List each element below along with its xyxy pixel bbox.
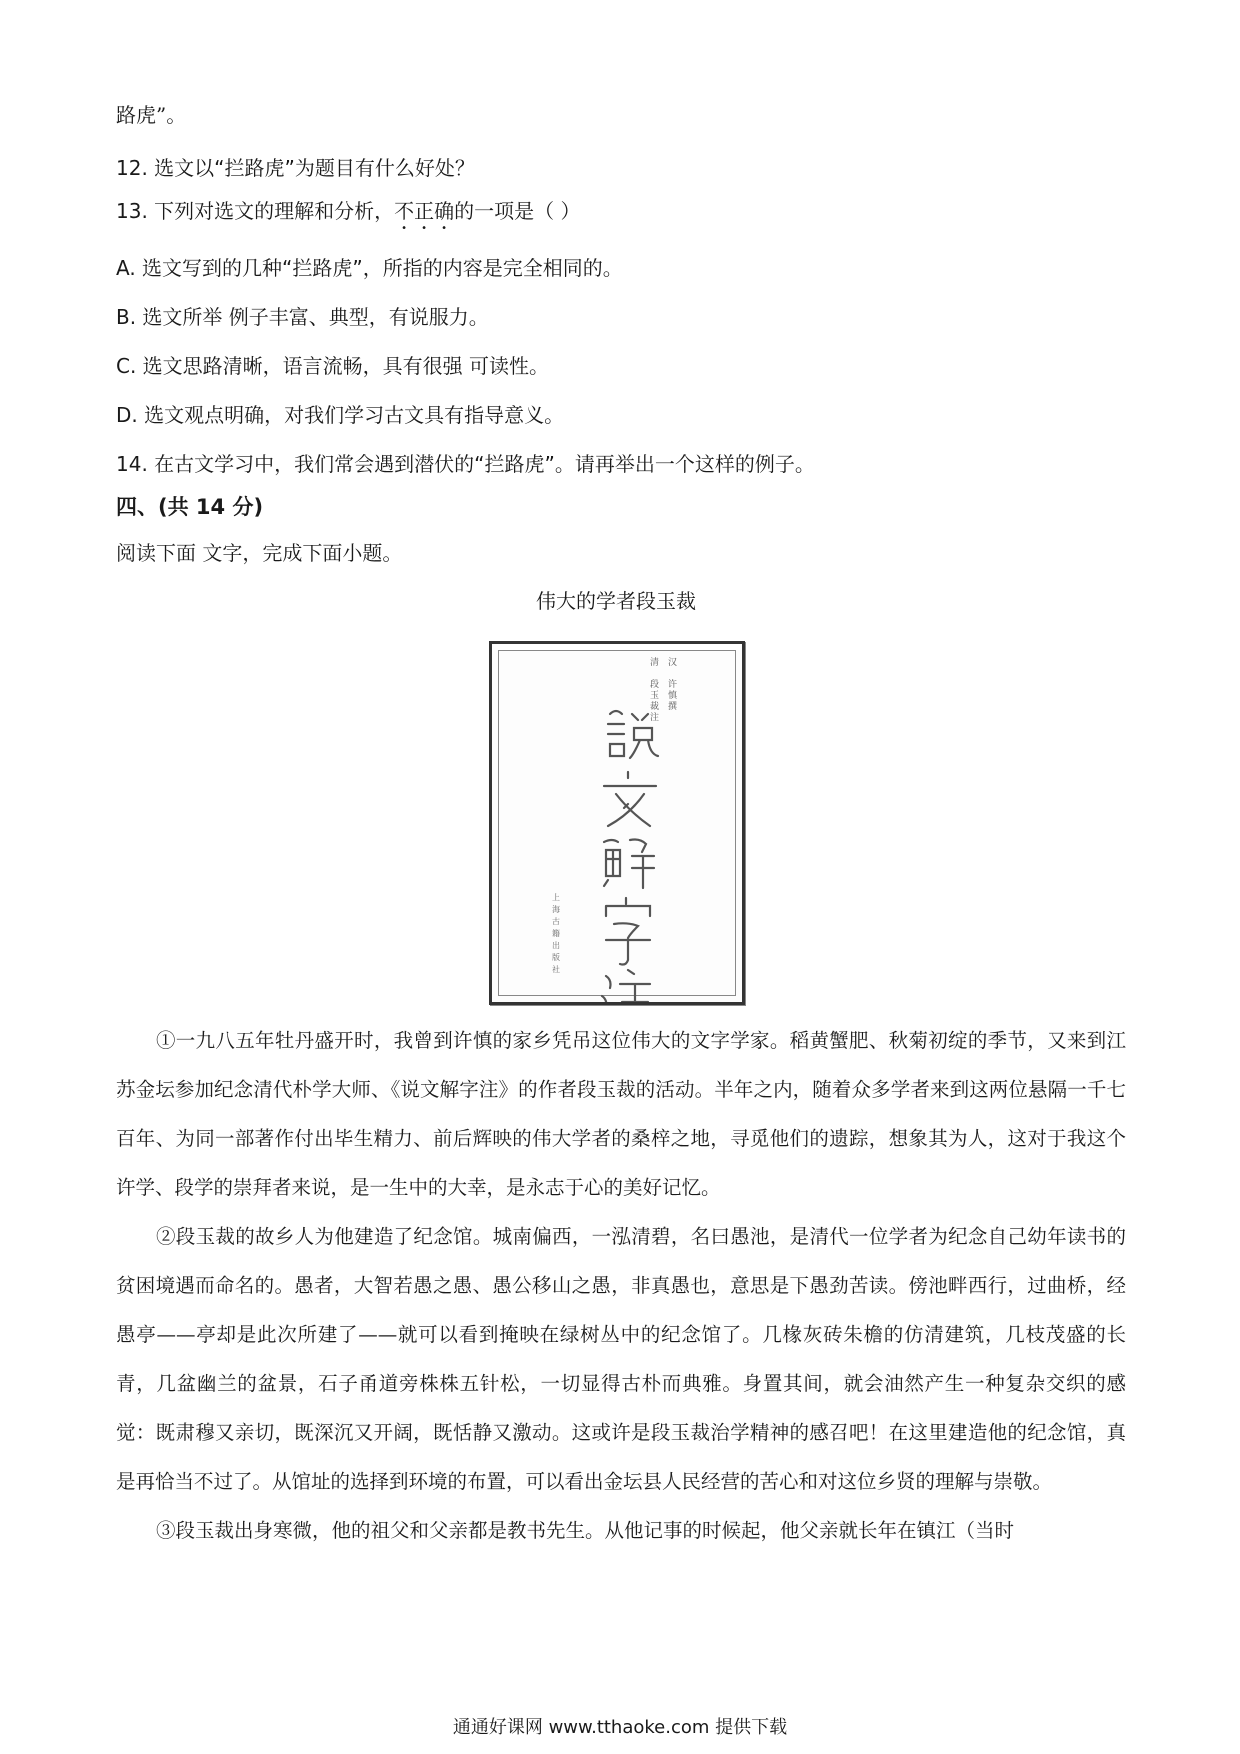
question-13-emphasis: 不正确 [394, 199, 455, 223]
question-12: 12. 选文以“拦路虎”为题目有什么好处？ [116, 156, 475, 180]
option-a: A. 选文写到的几种“拦路虎”，所指的内容是完全相同的。 [116, 256, 623, 280]
cover-author-name-2: 段玉裁注 [650, 680, 660, 723]
question-13-prefix: 13. 下列对选文的理解和分析， [116, 199, 395, 223]
article-title: 伟大的学者段玉裁 [536, 589, 696, 613]
option-d: D. 选文观点明确，对我们学习古文具有指导意义。 [116, 403, 565, 427]
question-13 [116, 196, 581, 234]
page-footer: 通通好课网 www.tthaoke.com 提供下载 [452, 1717, 788, 1738]
cover-author-dynasty-1: 汉 [668, 658, 678, 668]
article-paragraph-3: ③段玉裁出身寒微，他的祖父和父亲都是教书先生。从他记事的时候起，他父亲就长年在镇江（当时 [156, 1519, 1015, 1542]
question-14: 14. 在古文学习中，我们常会遇到潜伏的“拦路虎”。请再举出一个这样的例子。 [116, 452, 815, 476]
continued-text: 路虎”。 [116, 103, 187, 127]
cover-publisher: 上海古籍出版社 [552, 893, 560, 974]
cover-author-dynasty-2: 清 [650, 658, 660, 668]
option-c: C. 选文思路清晰，语言流畅，具有很强 可读性。 [116, 354, 550, 378]
article-paragraph-1: ①一九八五年牡丹盛开时，我曾到许慎的家乡凭吊这位伟大的文字学家。稻黄蟹肥、秋菊初绽的季节，又来到江苏金坛参加纪念清代朴学大师、《说文解字注》的作者段玉裁的活动。半年之内，随着众多学者来到这两位悬隔一千七百年、为同一部著作付出毕生精力、前后辉映的伟大学者的桑梓之地，寻觅他们的遗踪，想象其为人，这对于我这个许学、段学的崇拜者来说，是一生中的大幸，是永志于心的美好记忆。 [116, 1029, 1126, 1199]
section-heading: 四、(共 14 分) [116, 495, 264, 519]
cover-author-col-1 [668, 658, 682, 713]
article-paragraph-2: ②段玉裁的故乡人为他建造了纪念馆。城南偏西，一泓清碧，名曰愚池，是清代一位学者为纪念自己幼年读书的贫困境遇而命名的。愚者，大智若愚之愚、愚公移山之愚，非真愚也，意思是下愚劲苦读。傍池畔西行，过曲桥，经愚亭——亭却是此次所建了——就可以看到掩映在绿树丛中的纪念馆了。几椽灰砖朱檐的仿清建筑，几枝茂盛的长青，几盆幽兰的盆景，石子甬道旁株株五针松，一切显得古朴而典雅。身置其间，就会油然产生一种复杂交织的感觉：既肃穆又亲切，既深沉又开阔，既恬静又激动。这或许是段玉裁治学精神的感召吧！在这里建造他的纪念馆，真是再恰当不过了。从馆址的选择到环境的布置，可以看出金坛县人民经营的苦心和对这位乡贤的理解与崇敬。 [116, 1225, 1126, 1493]
cover-author-name-1: 许慎撰 [668, 680, 678, 712]
reading-instruction: 阅读下面 文字，完成下面小题。 [116, 541, 403, 565]
question-13-suffix: 的一项是（ ） [454, 199, 581, 223]
cover-author-col-2 [650, 658, 664, 724]
option-b: B. 选文所举 例子丰富、典型，有说服力。 [116, 305, 489, 329]
seal-script-title-graphic [492, 644, 742, 1002]
book-cover-image [489, 641, 745, 1005]
article-body [116, 1016, 1126, 1555]
